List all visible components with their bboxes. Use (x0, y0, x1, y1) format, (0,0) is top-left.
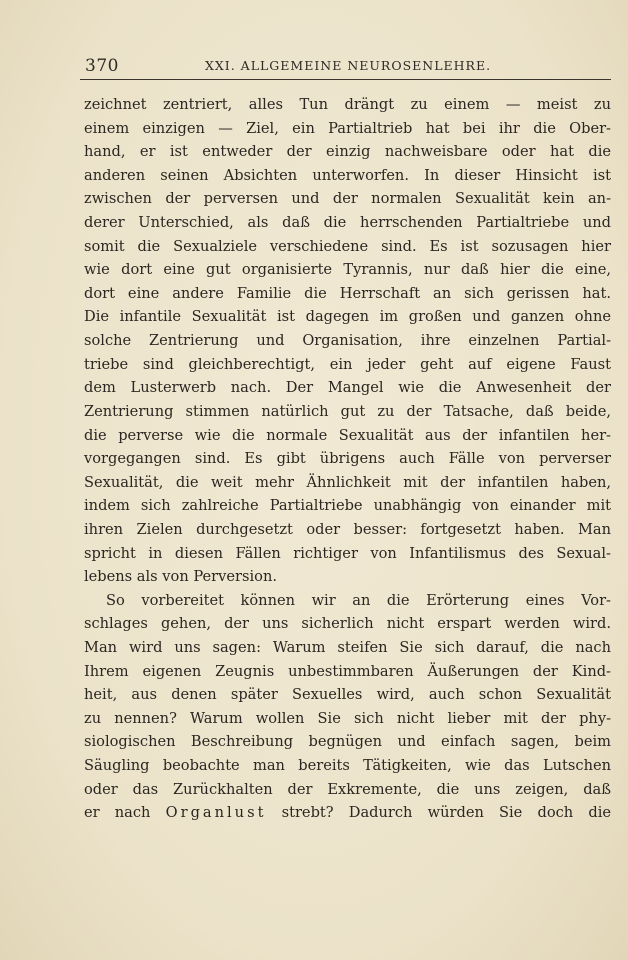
text-line: Man wird uns sagen: Warum steifen Sie sich darauf, die nach (84, 639, 611, 657)
paragraph-end-line: lebens als von Perversion. (84, 568, 277, 586)
text-line: oder das Zurückhalten der Exkremente, die uns zeigen, daß (84, 780, 611, 798)
text-line: schlages gehen, der uns sicherlich nicht erspart werden wird. (84, 615, 611, 633)
text-line: Säugling beobachte man bereits Tätigkeiten, wie das Lutschen (84, 757, 611, 775)
text-line: zu nennen? Warum wollen Sie sich nicht lieber mit der phy- (84, 709, 611, 727)
text-line: wie dort eine gut organisierte Tyrannis, nur daß hier die eine, (84, 261, 611, 279)
spaced-term: Organlust (165, 804, 267, 822)
header-rule (80, 79, 611, 80)
paragraph-start-line: So vorbereitet können wir an die Erörterung eines Vor- (106, 591, 611, 609)
page-number: 370 (85, 56, 119, 76)
text-line: Die infantile Sexualität ist dagegen im großen und ganzen ohne (84, 308, 611, 326)
text-line: Sexualität, die weit mehr Ähnlichkeit mit der infantilen haben, (84, 473, 611, 491)
text-line: heit, aus denen später Sexuelles wird, auch schon Sexualität (84, 686, 611, 704)
body-text (84, 93, 611, 825)
text-line: die perverse wie die normale Sexualität aus der infantilen her- (84, 426, 611, 444)
line-segment: strebt? Dadurch würden Sie doch die (266, 804, 611, 822)
text-line: somit die Sexualziele verschiedene sind. Es ist sozusagen hier (84, 237, 611, 255)
page-header (80, 56, 611, 80)
text-line: hand, er ist entweder der einzig nachweisbare oder hat die (84, 143, 611, 161)
text-line: siologischen Beschreibung begnügen und einfach sagen, beim (84, 733, 611, 751)
text-line: zeichnet zentriert, alles Tun drängt zu einem — meist zu (84, 96, 611, 113)
text-line: indem sich zahlreiche Partialtriebe unabhängig von einander mit (84, 497, 611, 515)
text-line-with-spaced-term (84, 801, 611, 825)
text-line: spricht in diesen Fällen richtiger von Infantilismus des Sexual- (84, 544, 611, 562)
text-line: derer Unterschied, als daß die herrschenden Partialtriebe und (84, 214, 611, 232)
text-line: ihren Zielen durchgesetzt oder besser: fortgesetzt haben. Man (84, 520, 611, 538)
line-segment: er nach (84, 804, 166, 822)
text-line: Zentrierung stimmen natürlich gut zu der Tatsache, daß beide, (84, 402, 611, 420)
text-line: triebe sind gleichberechtigt, ein jeder geht auf eigene Faust (84, 355, 611, 373)
text-line: zwischen der perversen und der normalen Sexualität kein an- (84, 190, 611, 208)
text-line: dort eine andere Familie die Herrschaft an sich gerissen hat. (84, 284, 611, 302)
text-line: Ihrem eigenen Zeugnis unbestimmbaren Äußerungen der Kind- (84, 662, 611, 680)
text-line: einem einzigen — Ziel, ein Partialtrieb hat bei ihr die Ober- (84, 119, 611, 137)
text-line: dem Lusterwerb nach. Der Mangel wie die Anwesenheit der (84, 379, 611, 397)
running-title: XXI. ALLGEMEINE NEUROSENLEHRE. (205, 58, 492, 73)
text-line: vorgegangen sind. Es gibt übrigens auch Fälle von perverser (84, 450, 611, 468)
text-line: anderen seinen Absichten unterworfen. In dieser Hinsicht ist (84, 166, 611, 184)
text-line: solche Zentrierung und Organisation, ihre einzelnen Partial- (84, 332, 611, 350)
